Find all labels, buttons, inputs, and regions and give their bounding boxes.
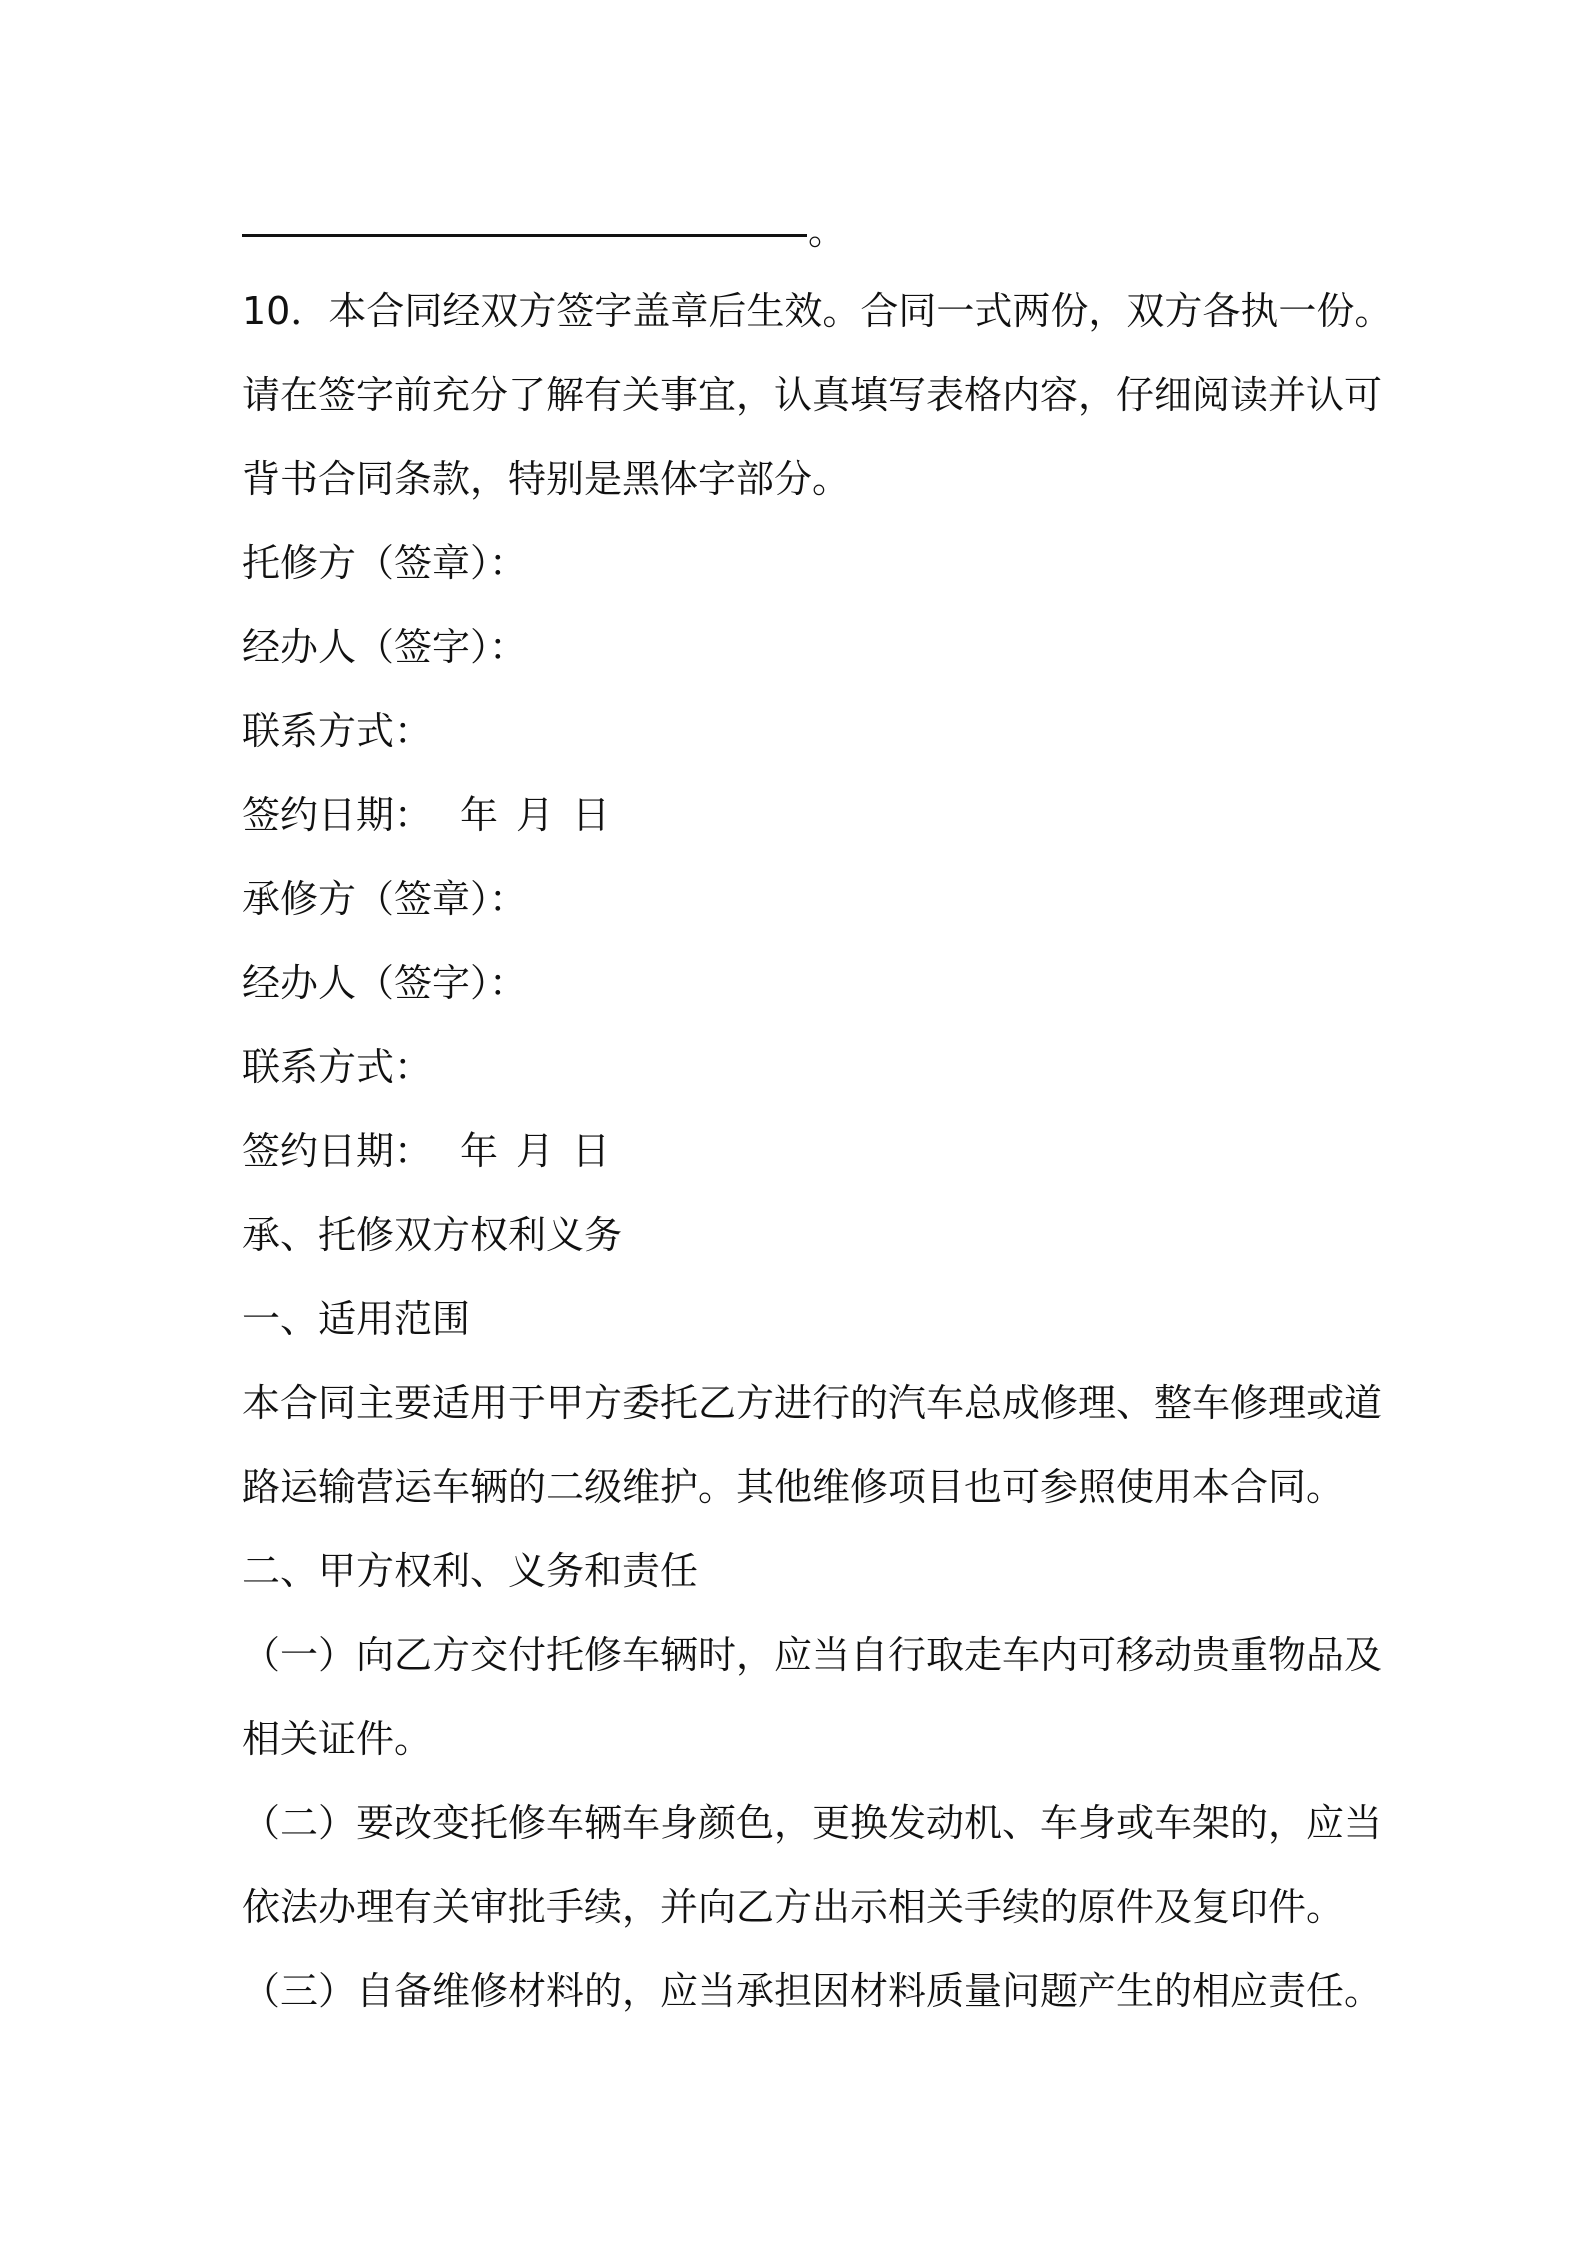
item-2-line-2: 依法办理有关审批手续，并向乙方出示相关手续的原件及复印件。	[242, 1885, 1345, 1929]
fill-in-blank-line	[242, 234, 807, 237]
date-month-unit: 月	[516, 793, 555, 837]
clause-10-line-1: 10．本合同经双方签字盖章后生效。合同一式两份，双方各执一份。	[242, 289, 1393, 333]
section-1-heading: 一、适用范围	[242, 1297, 471, 1341]
rights-obligations-heading: 承、托修双方权利义务	[242, 1213, 623, 1257]
principal-seal-label: 托修方（签章）：	[242, 541, 528, 585]
contractor-agent-signature-label: 经办人（签字）：	[242, 961, 528, 1005]
clause-10-line-3: 背书合同条款，特别是黑体字部分。	[242, 457, 851, 501]
date-day-unit: 日	[572, 793, 611, 837]
blank-period: 。	[808, 209, 847, 253]
contractor-seal-label: 承修方（签章）：	[242, 877, 528, 921]
contractor-contact-label: 联系方式：	[242, 1045, 433, 1089]
item-2-line-1: （二）要改变托修车辆车身颜色，更换发动机、车身或车架的，应当	[242, 1801, 1383, 1845]
date-day-unit: 日	[572, 1129, 611, 1173]
section-1-text-line-1: 本合同主要适用于甲方委托乙方进行的汽车总成修理、整车修理或道	[242, 1381, 1383, 1425]
principal-sign-date	[242, 790, 610, 840]
principal-agent-signature-label: 经办人（签字）：	[242, 625, 528, 669]
contractor-sign-date	[242, 1126, 610, 1176]
principal-contact-label: 联系方式：	[242, 709, 433, 753]
section-2-heading: 二、甲方权利、义务和责任	[242, 1549, 699, 1593]
clause-10-line-2: 请在签字前充分了解有关事宜，认真填写表格内容，仔细阅读并认可	[242, 373, 1383, 417]
item-3-line-1: （三）自备维修材料的，应当承担因材料质量问题产生的相应责任。	[242, 1969, 1383, 2013]
date-month-unit: 月	[516, 1129, 555, 1173]
sign-date-label: 签约日期：	[242, 1129, 433, 1173]
section-1-text-line-2: 路运输营运车辆的二级维护。其他维修项目也可参照使用本合同。	[242, 1465, 1345, 1509]
date-year-unit: 年	[460, 793, 499, 837]
item-1-line-2: 相关证件。	[242, 1717, 433, 1761]
sign-date-label: 签约日期：	[242, 793, 433, 837]
item-1-line-1: （一）向乙方交付托修车辆时，应当自行取走车内可移动贵重物品及	[242, 1633, 1383, 1677]
date-year-unit: 年	[460, 1129, 499, 1173]
